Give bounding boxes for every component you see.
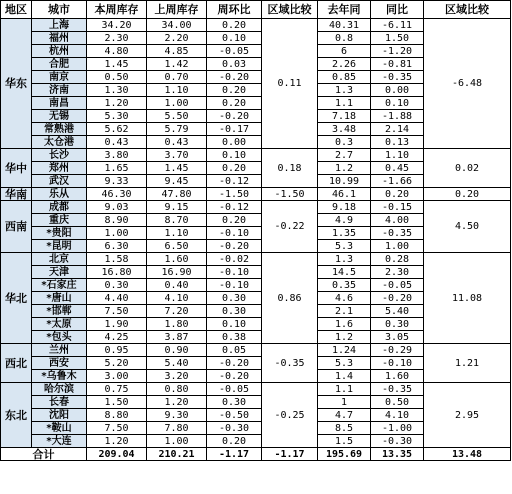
week-change-cell: 0.20 bbox=[207, 97, 262, 110]
last-week-cell: 0.80 bbox=[147, 383, 207, 396]
this-week-cell: 8.80 bbox=[87, 409, 147, 422]
this-week-cell: 0.43 bbox=[87, 136, 147, 149]
city-cell: *昆明 bbox=[32, 240, 87, 253]
last-week-cell: 5.79 bbox=[147, 123, 207, 136]
header-last-year: 去年同 bbox=[318, 1, 371, 19]
total-this-week: 209.04 bbox=[87, 448, 147, 461]
week-change-cell: 0.30 bbox=[207, 396, 262, 409]
this-week-cell: 3.80 bbox=[87, 149, 147, 162]
yoy-cell: 5.40 bbox=[371, 305, 424, 318]
city-cell: *石家庄 bbox=[32, 279, 87, 292]
week-change-cell: -0.05 bbox=[207, 383, 262, 396]
week-change-cell: -0.20 bbox=[207, 240, 262, 253]
table-row bbox=[1, 383, 511, 396]
header-region-compare-yoy: 区域比较 bbox=[424, 1, 511, 19]
table-row bbox=[1, 188, 511, 201]
last-year-cell: 1.3 bbox=[318, 253, 371, 266]
yoy-cell: 1.10 bbox=[371, 149, 424, 162]
yoy-cell: -0.81 bbox=[371, 58, 424, 71]
yoy-cell: 0.45 bbox=[371, 162, 424, 175]
last-year-cell: 4.9 bbox=[318, 214, 371, 227]
last-year-cell: 1.35 bbox=[318, 227, 371, 240]
region-compare-cell: -0.22 bbox=[262, 201, 318, 253]
last-week-cell: 1.10 bbox=[147, 227, 207, 240]
last-year-cell: 14.5 bbox=[318, 266, 371, 279]
this-week-cell: 4.40 bbox=[87, 292, 147, 305]
week-change-cell: 0.20 bbox=[207, 19, 262, 32]
last-year-cell: 46.1 bbox=[318, 188, 371, 201]
header-region: 地区 bbox=[1, 1, 32, 19]
week-change-cell: 0.20 bbox=[207, 435, 262, 448]
last-week-cell: 7.80 bbox=[147, 422, 207, 435]
last-year-cell: 5.3 bbox=[318, 240, 371, 253]
yoy-cell: -0.30 bbox=[371, 435, 424, 448]
last-year-cell: 0.35 bbox=[318, 279, 371, 292]
week-change-cell: -0.30 bbox=[207, 422, 262, 435]
yoy-cell: 4.00 bbox=[371, 214, 424, 227]
region-compare-yoy-cell: -6.48 bbox=[424, 19, 511, 149]
week-change-cell: -0.50 bbox=[207, 409, 262, 422]
week-change-cell: -0.10 bbox=[207, 227, 262, 240]
city-cell: *大连 bbox=[32, 435, 87, 448]
region-name-cell: 西北 bbox=[1, 344, 32, 383]
last-week-cell: 9.30 bbox=[147, 409, 207, 422]
last-week-cell: 9.45 bbox=[147, 175, 207, 188]
last-week-cell: 0.90 bbox=[147, 344, 207, 357]
last-week-cell: 4.10 bbox=[147, 292, 207, 305]
city-cell: 上海 bbox=[32, 19, 87, 32]
yoy-cell: -0.29 bbox=[371, 344, 424, 357]
region-name-cell: 华东 bbox=[1, 19, 32, 149]
region-name-cell: 华南 bbox=[1, 188, 32, 201]
week-change-cell: -0.05 bbox=[207, 45, 262, 58]
total-label: 合计 bbox=[1, 448, 87, 461]
last-week-cell: 4.85 bbox=[147, 45, 207, 58]
city-cell: 郑州 bbox=[32, 162, 87, 175]
this-week-cell: 5.62 bbox=[87, 123, 147, 136]
last-week-cell: 5.40 bbox=[147, 357, 207, 370]
header-week-change: 周环比 bbox=[207, 1, 262, 19]
yoy-cell: -1.20 bbox=[371, 45, 424, 58]
this-week-cell: 7.50 bbox=[87, 422, 147, 435]
this-week-cell: 1.00 bbox=[87, 227, 147, 240]
last-week-cell: 2.20 bbox=[147, 32, 207, 45]
last-year-cell: 9.18 bbox=[318, 201, 371, 214]
last-year-cell: 1.3 bbox=[318, 84, 371, 97]
this-week-cell: 0.95 bbox=[87, 344, 147, 357]
city-cell: 长春 bbox=[32, 396, 87, 409]
region-compare-yoy-cell: 0.20 bbox=[424, 188, 511, 201]
yoy-cell: 0.28 bbox=[371, 253, 424, 266]
last-year-cell: 0.85 bbox=[318, 71, 371, 84]
week-change-cell: -0.20 bbox=[207, 110, 262, 123]
region-compare-yoy-cell: 0.02 bbox=[424, 149, 511, 188]
this-week-cell: 1.65 bbox=[87, 162, 147, 175]
yoy-cell: 0.10 bbox=[371, 97, 424, 110]
last-year-cell: 1.2 bbox=[318, 162, 371, 175]
week-change-cell: -0.17 bbox=[207, 123, 262, 136]
last-week-cell: 0.40 bbox=[147, 279, 207, 292]
this-week-cell: 1.45 bbox=[87, 58, 147, 71]
city-cell: 南昌 bbox=[32, 97, 87, 110]
last-week-cell: 16.90 bbox=[147, 266, 207, 279]
this-week-cell: 0.30 bbox=[87, 279, 147, 292]
week-change-cell: -0.20 bbox=[207, 357, 262, 370]
city-cell: 杭州 bbox=[32, 45, 87, 58]
total-row bbox=[1, 448, 511, 461]
this-week-cell: 46.30 bbox=[87, 188, 147, 201]
last-week-cell: 47.80 bbox=[147, 188, 207, 201]
yoy-cell: -6.11 bbox=[371, 19, 424, 32]
city-cell: *太原 bbox=[32, 318, 87, 331]
week-change-cell: -0.02 bbox=[207, 253, 262, 266]
this-week-cell: 1.30 bbox=[87, 84, 147, 97]
week-change-cell: 0.20 bbox=[207, 214, 262, 227]
region-compare-yoy-cell: 1.21 bbox=[424, 344, 511, 383]
table-body bbox=[1, 19, 511, 448]
city-cell: 成都 bbox=[32, 201, 87, 214]
week-change-cell: 0.05 bbox=[207, 344, 262, 357]
yoy-cell: -0.35 bbox=[371, 383, 424, 396]
last-year-cell: 1 bbox=[318, 396, 371, 409]
yoy-cell: -0.20 bbox=[371, 292, 424, 305]
city-cell: *乌鲁木 bbox=[32, 370, 87, 383]
last-year-cell: 6 bbox=[318, 45, 371, 58]
region-compare-cell: -1.50 bbox=[262, 188, 318, 201]
city-cell: *鞍山 bbox=[32, 422, 87, 435]
last-week-cell: 1.00 bbox=[147, 97, 207, 110]
this-week-cell: 5.30 bbox=[87, 110, 147, 123]
this-week-cell: 0.75 bbox=[87, 383, 147, 396]
last-year-cell: 1.24 bbox=[318, 344, 371, 357]
this-week-cell: 1.90 bbox=[87, 318, 147, 331]
yoy-cell: -0.10 bbox=[371, 357, 424, 370]
last-week-cell: 7.20 bbox=[147, 305, 207, 318]
city-cell: *包头 bbox=[32, 331, 87, 344]
week-change-cell: 0.20 bbox=[207, 84, 262, 97]
total-last-year: 195.69 bbox=[318, 448, 371, 461]
week-change-cell: 0.10 bbox=[207, 32, 262, 45]
total-region-compare-yoy: 13.48 bbox=[424, 448, 511, 461]
last-year-cell: 3.48 bbox=[318, 123, 371, 136]
week-change-cell: -0.12 bbox=[207, 201, 262, 214]
week-change-cell: 0.30 bbox=[207, 305, 262, 318]
yoy-cell: 0.13 bbox=[371, 136, 424, 149]
week-change-cell: -0.20 bbox=[207, 370, 262, 383]
last-week-cell: 5.50 bbox=[147, 110, 207, 123]
yoy-cell: 2.14 bbox=[371, 123, 424, 136]
region-compare-yoy-cell: 11.08 bbox=[424, 253, 511, 344]
week-change-cell: -1.50 bbox=[207, 188, 262, 201]
last-week-cell: 1.80 bbox=[147, 318, 207, 331]
table-row bbox=[1, 19, 511, 32]
week-change-cell: -0.10 bbox=[207, 279, 262, 292]
this-week-cell: 0.50 bbox=[87, 71, 147, 84]
city-cell: 合肥 bbox=[32, 58, 87, 71]
week-change-cell: 0.10 bbox=[207, 149, 262, 162]
last-week-cell: 1.00 bbox=[147, 435, 207, 448]
table-row bbox=[1, 344, 511, 357]
last-week-cell: 6.50 bbox=[147, 240, 207, 253]
last-year-cell: 40.31 bbox=[318, 19, 371, 32]
last-year-cell: 2.7 bbox=[318, 149, 371, 162]
this-week-cell: 8.90 bbox=[87, 214, 147, 227]
this-week-cell: 1.58 bbox=[87, 253, 147, 266]
last-week-cell: 0.70 bbox=[147, 71, 207, 84]
city-cell: 太仓港 bbox=[32, 136, 87, 149]
table-row bbox=[1, 253, 511, 266]
this-week-cell: 3.00 bbox=[87, 370, 147, 383]
header-this-week: 本周库存 bbox=[87, 1, 147, 19]
region-compare-cell: 0.86 bbox=[262, 253, 318, 344]
city-cell: 常熟港 bbox=[32, 123, 87, 136]
yoy-cell: -0.15 bbox=[371, 201, 424, 214]
region-name-cell: 东北 bbox=[1, 383, 32, 448]
yoy-cell: 1.60 bbox=[371, 370, 424, 383]
region-name-cell: 西南 bbox=[1, 201, 32, 253]
city-cell: 沈阳 bbox=[32, 409, 87, 422]
last-year-cell: 4.6 bbox=[318, 292, 371, 305]
city-cell: 长沙 bbox=[32, 149, 87, 162]
city-cell: 济南 bbox=[32, 84, 87, 97]
week-change-cell: 0.03 bbox=[207, 58, 262, 71]
total-week-change: -1.17 bbox=[207, 448, 262, 461]
region-compare-cell: -0.25 bbox=[262, 383, 318, 448]
last-week-cell: 0.43 bbox=[147, 136, 207, 149]
city-cell: 北京 bbox=[32, 253, 87, 266]
last-week-cell: 3.20 bbox=[147, 370, 207, 383]
city-cell: 兰州 bbox=[32, 344, 87, 357]
city-cell: 福州 bbox=[32, 32, 87, 45]
city-cell: 无锡 bbox=[32, 110, 87, 123]
header-city: 城市 bbox=[32, 1, 87, 19]
region-compare-cell: 0.18 bbox=[262, 149, 318, 188]
last-year-cell: 0.3 bbox=[318, 136, 371, 149]
this-week-cell: 34.20 bbox=[87, 19, 147, 32]
yoy-cell: 0.00 bbox=[371, 84, 424, 97]
city-cell: 哈尔滨 bbox=[32, 383, 87, 396]
last-week-cell: 1.20 bbox=[147, 396, 207, 409]
last-year-cell: 1.1 bbox=[318, 97, 371, 110]
yoy-cell: -0.35 bbox=[371, 227, 424, 240]
yoy-cell: -0.35 bbox=[371, 71, 424, 84]
this-week-cell: 5.20 bbox=[87, 357, 147, 370]
city-cell: *邯郸 bbox=[32, 305, 87, 318]
this-week-cell: 7.50 bbox=[87, 305, 147, 318]
last-week-cell: 34.00 bbox=[147, 19, 207, 32]
header-row bbox=[1, 1, 511, 19]
this-week-cell: 2.30 bbox=[87, 32, 147, 45]
header-region-compare: 区域比较 bbox=[262, 1, 318, 19]
last-week-cell: 3.70 bbox=[147, 149, 207, 162]
this-week-cell: 1.20 bbox=[87, 435, 147, 448]
region-compare-cell: -0.35 bbox=[262, 344, 318, 383]
region-name-cell: 华中 bbox=[1, 149, 32, 188]
last-year-cell: 1.4 bbox=[318, 370, 371, 383]
yoy-cell: 0.30 bbox=[371, 318, 424, 331]
last-week-cell: 1.45 bbox=[147, 162, 207, 175]
city-cell: 南京 bbox=[32, 71, 87, 84]
last-week-cell: 1.42 bbox=[147, 58, 207, 71]
yoy-cell: 3.05 bbox=[371, 331, 424, 344]
yoy-cell: -1.88 bbox=[371, 110, 424, 123]
city-cell: 天津 bbox=[32, 266, 87, 279]
yoy-cell: -1.00 bbox=[371, 422, 424, 435]
last-year-cell: 1.2 bbox=[318, 331, 371, 344]
last-week-cell: 3.87 bbox=[147, 331, 207, 344]
region-compare-cell: 0.11 bbox=[262, 19, 318, 149]
region-name-cell: 华北 bbox=[1, 253, 32, 344]
last-year-cell: 0.8 bbox=[318, 32, 371, 45]
yoy-cell: -0.05 bbox=[371, 279, 424, 292]
last-year-cell: 10.99 bbox=[318, 175, 371, 188]
week-change-cell: 0.00 bbox=[207, 136, 262, 149]
city-cell: 重庆 bbox=[32, 214, 87, 227]
yoy-cell: 1.50 bbox=[371, 32, 424, 45]
header-last-week: 上周库存 bbox=[147, 1, 207, 19]
city-cell: 武汉 bbox=[32, 175, 87, 188]
week-change-cell: -0.10 bbox=[207, 266, 262, 279]
week-change-cell: 0.30 bbox=[207, 292, 262, 305]
this-week-cell: 16.80 bbox=[87, 266, 147, 279]
last-year-cell: 5.3 bbox=[318, 357, 371, 370]
last-week-cell: 1.10 bbox=[147, 84, 207, 97]
last-year-cell: 4.7 bbox=[318, 409, 371, 422]
week-change-cell: 0.38 bbox=[207, 331, 262, 344]
this-week-cell: 6.30 bbox=[87, 240, 147, 253]
last-year-cell: 7.18 bbox=[318, 110, 371, 123]
region-compare-yoy-cell: 4.50 bbox=[424, 201, 511, 253]
table-row bbox=[1, 149, 511, 162]
last-year-cell: 1.6 bbox=[318, 318, 371, 331]
yoy-cell: 1.00 bbox=[371, 240, 424, 253]
total-yoy: 13.35 bbox=[371, 448, 424, 461]
table-row bbox=[1, 201, 511, 214]
week-change-cell: 0.10 bbox=[207, 318, 262, 331]
yoy-cell: 0.20 bbox=[371, 188, 424, 201]
total-last-week: 210.21 bbox=[147, 448, 207, 461]
week-change-cell: 0.20 bbox=[207, 162, 262, 175]
city-cell: 西安 bbox=[32, 357, 87, 370]
city-cell: *贵阳 bbox=[32, 227, 87, 240]
city-cell: *唐山 bbox=[32, 292, 87, 305]
this-week-cell: 9.03 bbox=[87, 201, 147, 214]
total-region-compare: -1.17 bbox=[262, 448, 318, 461]
last-year-cell: 8.5 bbox=[318, 422, 371, 435]
last-year-cell: 1.5 bbox=[318, 435, 371, 448]
city-cell: 乐从 bbox=[32, 188, 87, 201]
this-week-cell: 4.80 bbox=[87, 45, 147, 58]
last-year-cell: 1.1 bbox=[318, 383, 371, 396]
last-year-cell: 2.1 bbox=[318, 305, 371, 318]
this-week-cell: 4.25 bbox=[87, 331, 147, 344]
this-week-cell: 1.20 bbox=[87, 97, 147, 110]
this-week-cell: 9.33 bbox=[87, 175, 147, 188]
yoy-cell: 0.50 bbox=[371, 396, 424, 409]
last-year-cell: 2.26 bbox=[318, 58, 371, 71]
last-week-cell: 1.60 bbox=[147, 253, 207, 266]
yoy-cell: 2.30 bbox=[371, 266, 424, 279]
yoy-cell: -1.66 bbox=[371, 175, 424, 188]
last-week-cell: 8.70 bbox=[147, 214, 207, 227]
week-change-cell: -0.20 bbox=[207, 71, 262, 84]
this-week-cell: 1.50 bbox=[87, 396, 147, 409]
region-compare-yoy-cell: 2.95 bbox=[424, 383, 511, 448]
yoy-cell: 4.10 bbox=[371, 409, 424, 422]
last-week-cell: 9.15 bbox=[147, 201, 207, 214]
header-yoy: 同比 bbox=[371, 1, 424, 19]
week-change-cell: -0.12 bbox=[207, 175, 262, 188]
